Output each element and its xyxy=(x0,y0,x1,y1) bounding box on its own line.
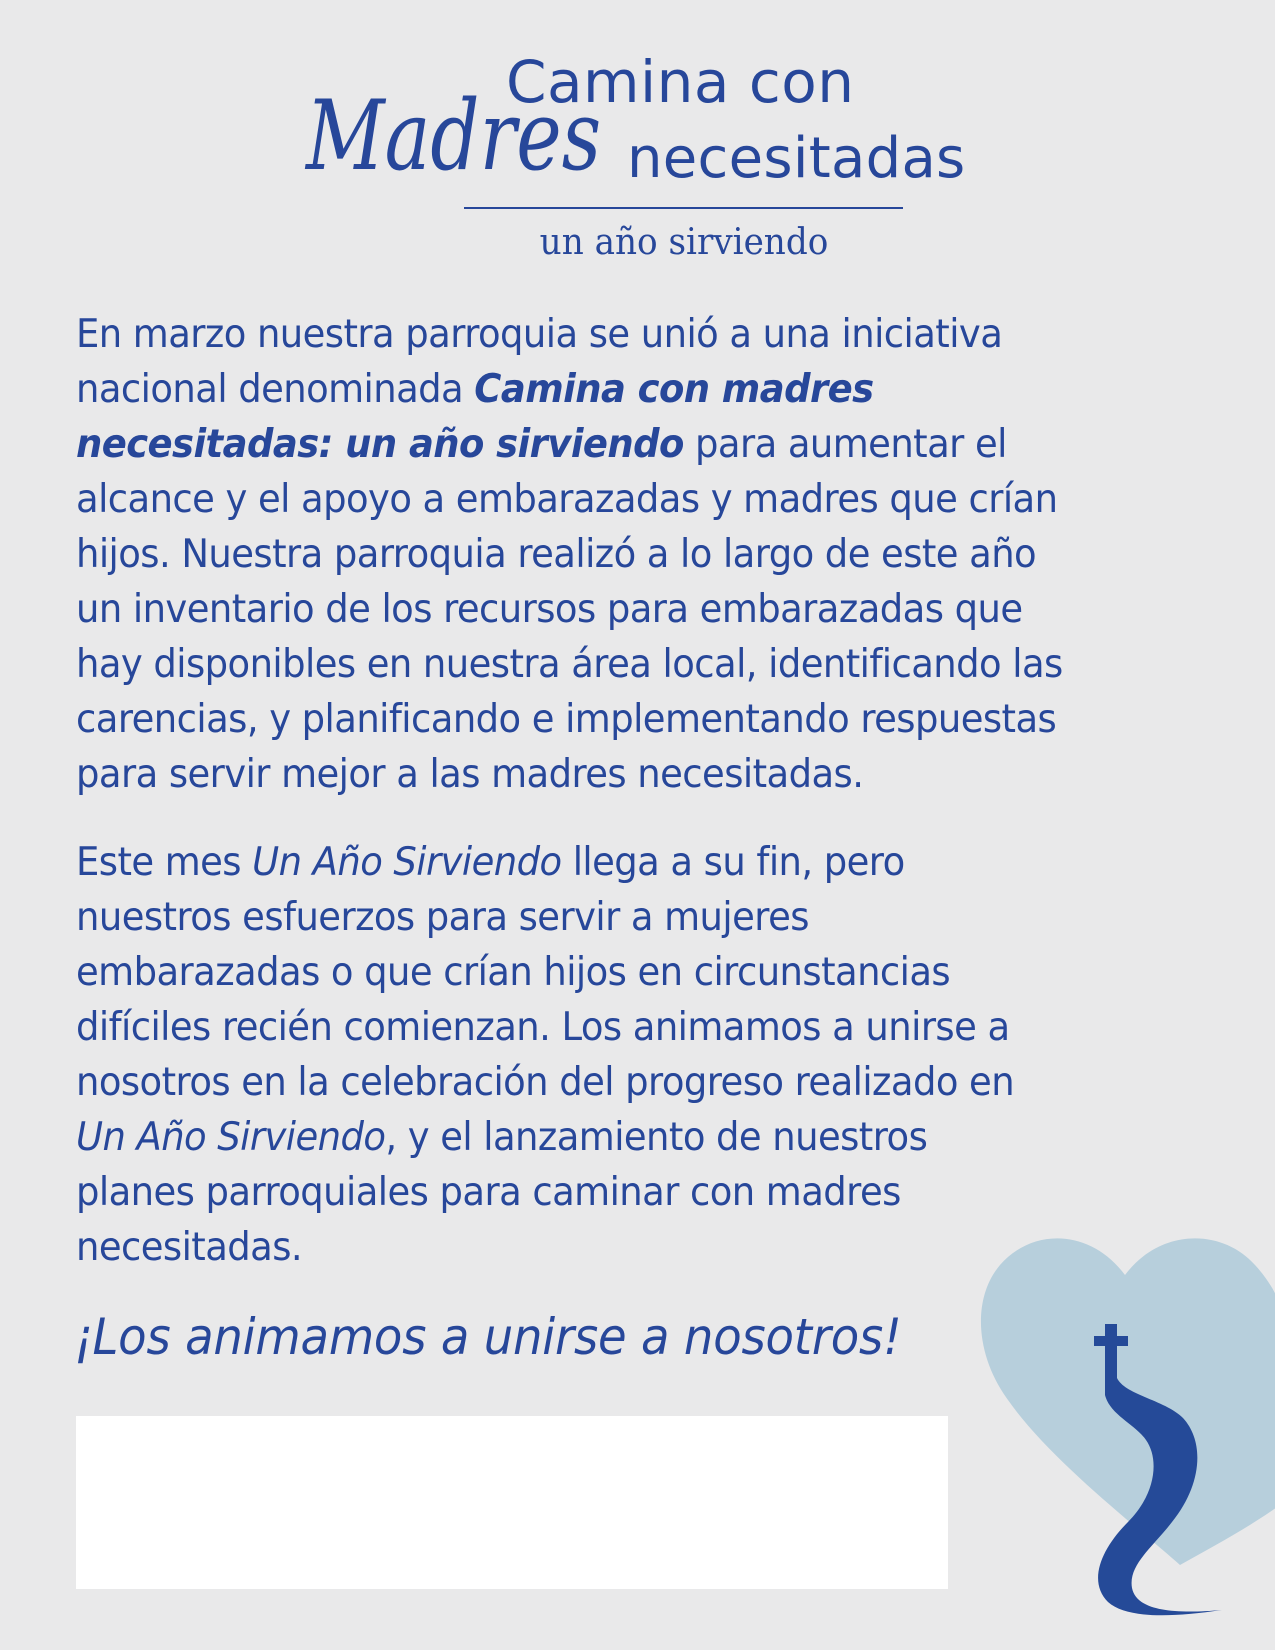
text-line: nosotros en la celebración del progreso realizado en xyxy=(76,1059,1015,1105)
text-line: necesitadas. xyxy=(76,1224,303,1270)
text-line: nacional denominada Camina con madres xyxy=(76,366,874,412)
campaign-name-bold: necesitadas: un año sirviendo xyxy=(76,421,684,467)
intro-paragraph xyxy=(76,307,1189,802)
text-line: embarazadas o que crían hijos en circunstancias xyxy=(76,949,951,995)
logo-script-word: Madres xyxy=(306,80,602,192)
text-line: necesitadas: un año sirviendo para aumentar el xyxy=(76,421,1007,467)
text-line: alcance y el apoyo a embarazadas y madres que crían xyxy=(76,476,1058,522)
text-line: hijos. Nuestra parroquia realizó a lo largo de este año xyxy=(76,531,1037,577)
text-line: Un Año Sirviendo, y el lanzamiento de nuestros xyxy=(76,1114,928,1160)
text-line: Este mes Un Año Sirviendo llega a su fin, pero xyxy=(76,839,905,885)
logo-title-line2: necesitadas xyxy=(627,126,966,191)
logo-divider xyxy=(464,207,903,209)
text-line: difíciles recién comienzan. Los animamos a unirse a xyxy=(76,1004,1010,1050)
call-to-action: ¡Los animamos a unirse a nosotros! xyxy=(74,1308,902,1366)
campaign-name-bold: Camina con madres xyxy=(474,366,874,412)
text-line: planes parroquiales para caminar con madres xyxy=(76,1169,901,1215)
text-line: carencias, y planificando e implementando respuestas xyxy=(76,696,1057,742)
text-line: hay disponibles en nuestra área local, identificando las xyxy=(76,641,1063,687)
campaign-logo xyxy=(0,0,1275,290)
campaign-name-italic: Un Año Sirviendo xyxy=(252,839,562,885)
campaign-name-italic: Un Año Sirviendo xyxy=(76,1114,386,1160)
parish-info-box xyxy=(76,1416,948,1589)
closing-paragraph xyxy=(76,835,1189,1275)
logo-subtitle: un año sirviendo xyxy=(539,222,829,263)
text-line: para servir mejor a las madres necesitadas. xyxy=(76,751,864,797)
text-line: un inventario de los recursos para embarazadas que xyxy=(76,586,1023,632)
logo-title-line1: Camina con xyxy=(506,48,855,116)
heart-path-cross-icon xyxy=(960,1210,1275,1620)
text-line: En marzo nuestra parroquia se unió a una iniciativa xyxy=(76,311,1003,357)
text-line: nuestros esfuerzos para servir a mujeres xyxy=(76,894,809,940)
